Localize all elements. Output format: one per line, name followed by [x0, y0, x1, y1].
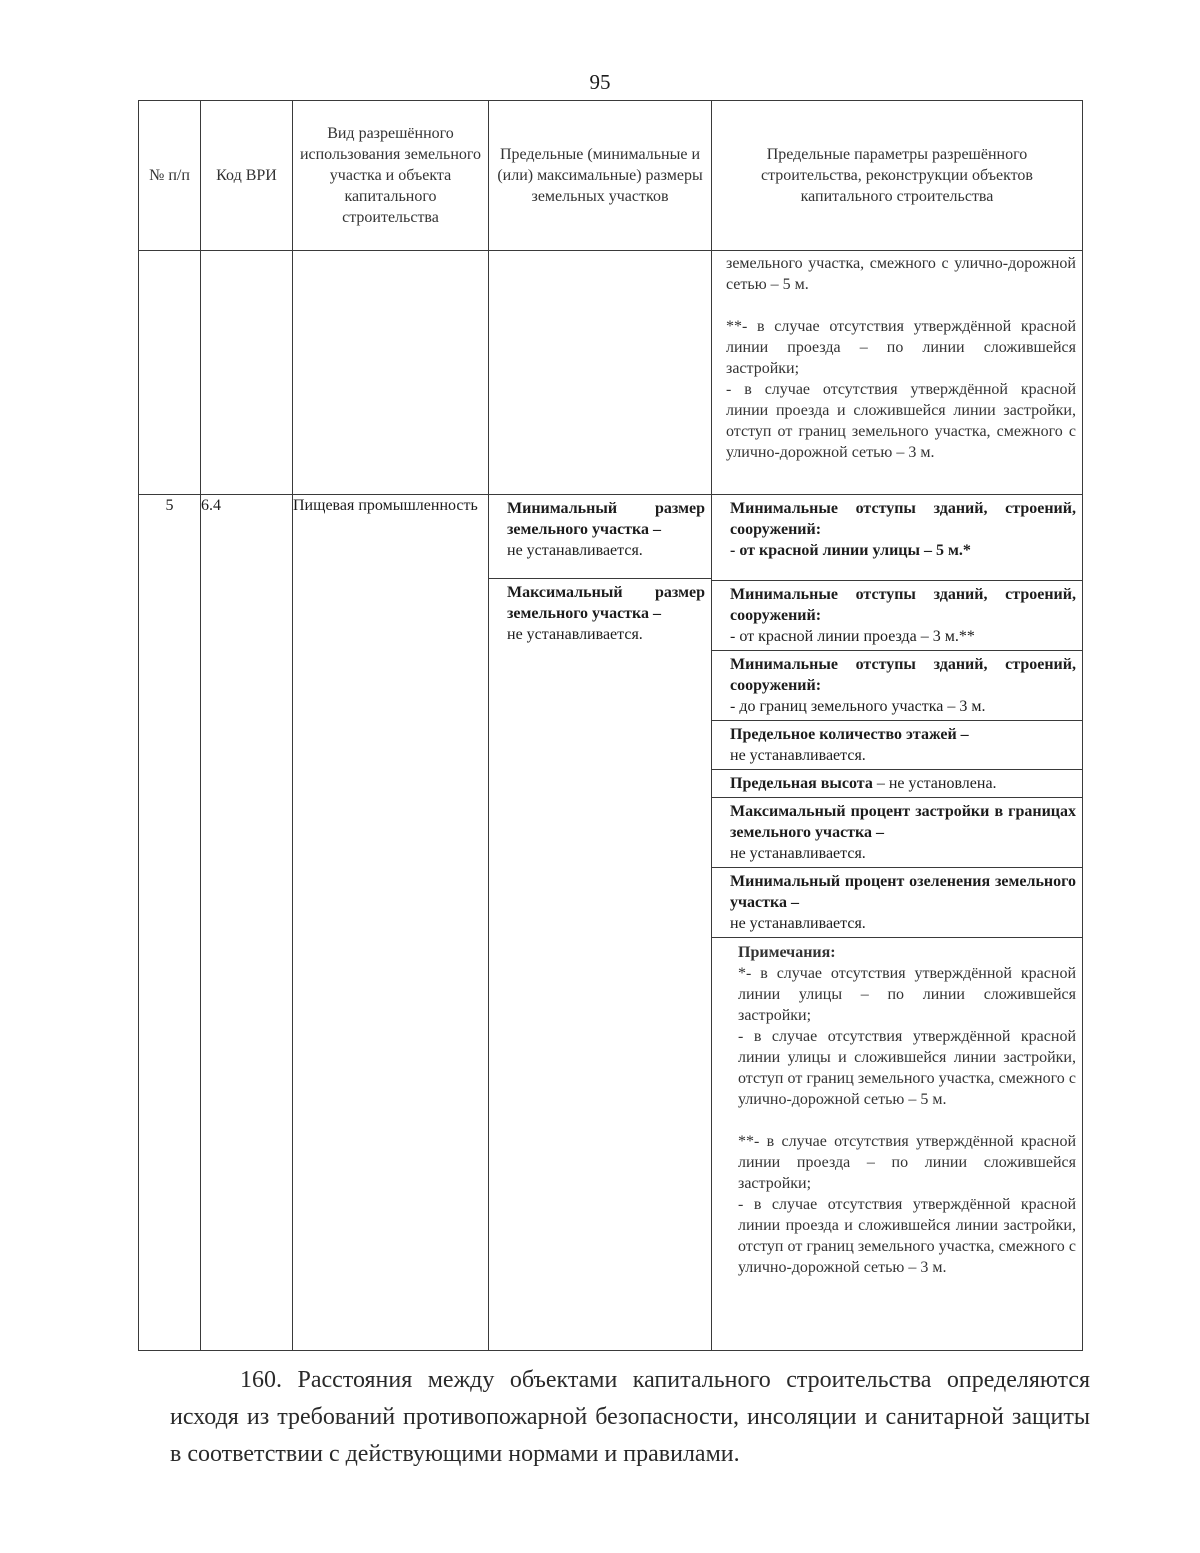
parameters-table: [138, 100, 1083, 1351]
header-plot-sizes: Предельные (минимальные и (или) максимальные) размеры земельных участков: [489, 101, 712, 251]
header-code: Код ВРИ: [201, 101, 293, 251]
param-title: Минимальный процент озеленения земельного участка –: [730, 873, 1076, 911]
param-title: Максимальный процент застройки в границах земельного участка –: [730, 803, 1076, 841]
param-value: - от красной линии проезда – 3 м.**: [730, 628, 975, 645]
note-2a: **- в случае отсутствия утверждённой красной линии проезда – по линии сложившейся застройки;: [738, 1133, 1076, 1192]
continuation-note-b: - в случае отсутствия утверждённой красной линии проезда и сложившейся линии застройки, отступ от границ земельного участка, смежного с улично-дорожной сетью – 3 м.: [726, 381, 1076, 461]
paragraph-text: Расстояния между объектами капитального строительства определяются исходя из требований противопожарной безопасности, инсоляции и санитарной защиты в соответствии с действующими нормами и правилами.: [170, 1367, 1091, 1467]
cell-empty: [201, 251, 293, 495]
param-title: Минимальные отступы зданий, строений, сооружений:: [730, 656, 1076, 694]
max-size-block: [489, 579, 711, 648]
cell-empty: [489, 251, 712, 495]
table-header-row: [139, 101, 1083, 251]
header-permitted-use: Вид разрешённого использования земельного участка и объекта капитального строительства: [293, 101, 489, 251]
param-title: Минимальные отступы зданий, строений, сооружений:: [730, 586, 1076, 624]
param-title: Предельная высота: [730, 775, 873, 792]
param-value: - от красной линии улицы – 5 м.*: [730, 542, 971, 559]
param-value: - до границ земельного участка – 3 м.: [730, 698, 986, 715]
notes-block: [712, 938, 1082, 1282]
paragraph-160: [170, 1362, 1090, 1473]
row-construction-params: [712, 495, 1083, 1351]
param-red-line-passage: [712, 581, 1082, 651]
row-plot-sizes: [489, 495, 712, 1351]
param-floors: [712, 721, 1082, 770]
param-max-coverage: [712, 798, 1082, 868]
note-2b: - в случае отсутствия утверждённой красной линии проезда и сложившейся линии застройки, отступ от границ земельного участка, смежного с улично-дорожной сетью – 3 м.: [738, 1196, 1076, 1276]
param-red-line-street: [712, 495, 1082, 581]
continuation-cell: [712, 251, 1083, 495]
row-number: 5: [139, 495, 201, 1351]
param-value: не устанавливается.: [730, 915, 866, 932]
min-size-title: Минимальный размер земельного участка –: [507, 500, 705, 538]
paragraph-number: 160.: [240, 1367, 282, 1393]
row-permitted-use: Пищевая промышленность: [293, 495, 489, 1351]
note-1a: *- в случае отсутствия утверждённой красной линии улицы – по линии сложившейся застройки;: [738, 965, 1076, 1024]
cell-empty: [139, 251, 201, 495]
table-row-5: [139, 495, 1083, 1351]
row-code: 6.4: [201, 495, 293, 1351]
cell-empty: [293, 251, 489, 495]
param-value: не устанавливается.: [730, 747, 866, 764]
page-number: 95: [589, 70, 611, 94]
header-construction-params: Предельные параметры разрешённого строительства, реконструкции объектов капитального строительства: [712, 101, 1083, 251]
param-plot-boundaries: [712, 651, 1082, 721]
param-min-greening: [712, 868, 1082, 938]
param-title: Предельное количество этажей –: [730, 726, 969, 743]
param-value: не устанавливается.: [730, 845, 866, 862]
max-size-value: не устанавливается.: [507, 626, 643, 643]
note-1b: - в случае отсутствия утверждённой красной линии улицы и сложившейся линии застройки, отступ от границ земельного участка, смежного с улично-дорожной сетью – 5 м.: [738, 1028, 1076, 1108]
max-size-title: Максимальный размер земельного участка –: [507, 584, 705, 622]
header-number: № п/п: [139, 101, 201, 251]
param-value: – не установлена.: [872, 775, 997, 792]
min-size-value: не устанавливается.: [507, 542, 643, 559]
table-row-continuation: [139, 251, 1083, 495]
continuation-note-a: **- в случае отсутствия утверждённой красной линии проезда – по линии сложившейся застройки;: [726, 318, 1076, 377]
min-size-block: [489, 495, 711, 579]
param-title: Минимальные отступы зданий, строений, сооружений:: [730, 500, 1076, 538]
notes-title: Примечания:: [738, 944, 836, 961]
param-height: [712, 770, 1082, 798]
continuation-line: земельного участка, смежного с улично-дорожной сетью – 5 м.: [726, 255, 1076, 293]
